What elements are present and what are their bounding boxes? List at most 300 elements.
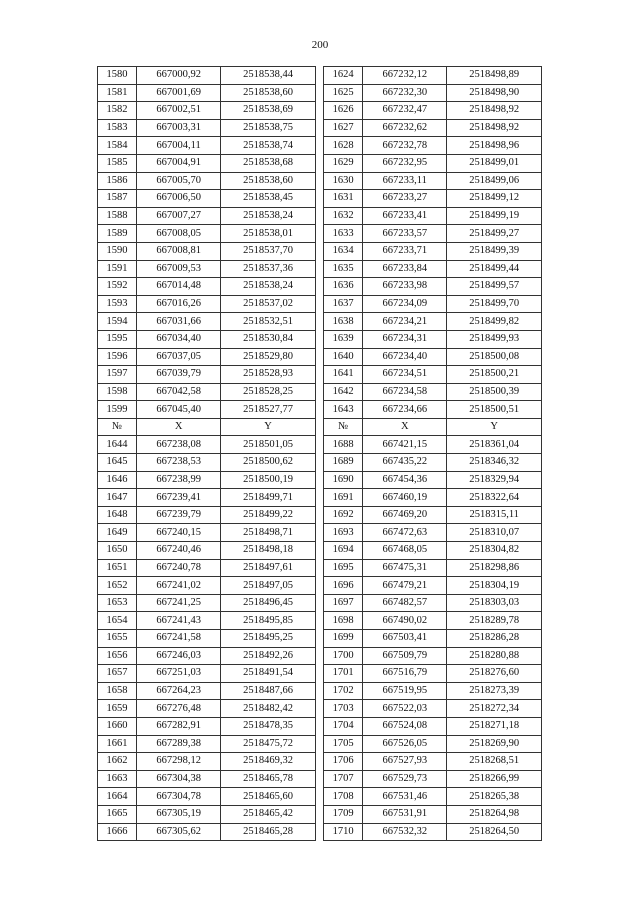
table-header-row [98, 418, 542, 436]
header-num: № [324, 418, 363, 436]
table-row [98, 612, 542, 630]
point-number-cell: 1688 [324, 436, 363, 454]
column-gap [315, 823, 323, 841]
x-coordinate-cell: 667251,03 [137, 665, 221, 683]
point-number-cell: 1707 [324, 770, 363, 788]
x-coordinate-cell: 667233,98 [363, 278, 447, 296]
y-coordinate-cell: 2518500,08 [447, 348, 542, 366]
point-number-cell: 1660 [98, 717, 137, 735]
point-number-cell: 1585 [98, 154, 137, 172]
x-coordinate-cell: 667232,78 [363, 137, 447, 155]
point-number-cell: 1592 [98, 278, 137, 296]
point-number-cell: 1624 [324, 67, 363, 85]
table-row [98, 84, 542, 102]
table-row [98, 330, 542, 348]
x-coordinate-cell: 667232,47 [363, 102, 447, 120]
point-number-cell: 1689 [324, 454, 363, 472]
x-coordinate-cell: 667240,78 [137, 559, 221, 577]
table-row [98, 489, 542, 507]
x-coordinate-cell: 667238,08 [137, 436, 221, 454]
table-row [98, 207, 542, 225]
x-coordinate-cell: 667503,41 [363, 630, 447, 648]
y-coordinate-cell: 2518361,04 [447, 436, 542, 454]
point-number-cell: 1704 [324, 717, 363, 735]
column-gap [315, 682, 323, 700]
x-coordinate-cell: 667435,22 [363, 454, 447, 472]
x-coordinate-cell: 667007,27 [137, 207, 221, 225]
point-number-cell: 1637 [324, 295, 363, 313]
header-y: Y [221, 418, 316, 436]
y-coordinate-cell: 2518264,98 [447, 805, 542, 823]
point-number-cell: 1692 [324, 506, 363, 524]
point-number-cell: 1659 [98, 700, 137, 718]
x-coordinate-cell: 667241,58 [137, 630, 221, 648]
table-row [98, 542, 542, 560]
y-coordinate-cell: 2518265,38 [447, 788, 542, 806]
table-row [98, 313, 542, 331]
y-coordinate-cell: 2518271,18 [447, 717, 542, 735]
point-number-cell: 1598 [98, 383, 137, 401]
y-coordinate-cell: 2518497,61 [221, 559, 316, 577]
y-coordinate-cell: 2518487,66 [221, 682, 316, 700]
x-coordinate-cell: 667238,99 [137, 471, 221, 489]
table-row [98, 102, 542, 120]
point-number-cell: 1597 [98, 366, 137, 384]
point-number-cell: 1631 [324, 190, 363, 208]
point-number-cell: 1635 [324, 260, 363, 278]
column-gap [315, 753, 323, 771]
table-row [98, 471, 542, 489]
y-coordinate-cell: 2518500,51 [447, 401, 542, 419]
y-coordinate-cell: 2518537,02 [221, 295, 316, 313]
column-gap [315, 348, 323, 366]
x-coordinate-cell: 667298,12 [137, 753, 221, 771]
y-coordinate-cell: 2518266,99 [447, 770, 542, 788]
point-number-cell: 1697 [324, 594, 363, 612]
y-coordinate-cell: 2518538,60 [221, 172, 316, 190]
y-coordinate-cell: 2518264,50 [447, 823, 542, 841]
column-gap [315, 330, 323, 348]
column-gap [315, 647, 323, 665]
y-coordinate-cell: 2518289,78 [447, 612, 542, 630]
column-gap [315, 313, 323, 331]
table-row [98, 454, 542, 472]
x-coordinate-cell: 667014,48 [137, 278, 221, 296]
point-number-cell: 1641 [324, 366, 363, 384]
y-coordinate-cell: 2518529,80 [221, 348, 316, 366]
x-coordinate-cell: 667305,62 [137, 823, 221, 841]
y-coordinate-cell: 2518538,74 [221, 137, 316, 155]
y-coordinate-cell: 2518304,19 [447, 577, 542, 595]
header-num: № [98, 418, 137, 436]
x-coordinate-cell: 667509,79 [363, 647, 447, 665]
column-gap [315, 418, 323, 436]
x-coordinate-cell: 667282,91 [137, 717, 221, 735]
x-coordinate-cell: 667238,53 [137, 454, 221, 472]
y-coordinate-cell: 2518530,84 [221, 330, 316, 348]
y-coordinate-cell: 2518465,60 [221, 788, 316, 806]
point-number-cell: 1587 [98, 190, 137, 208]
y-coordinate-cell: 2518269,90 [447, 735, 542, 753]
table-row [98, 383, 542, 401]
point-number-cell: 1657 [98, 665, 137, 683]
x-coordinate-cell: 667000,92 [137, 67, 221, 85]
y-coordinate-cell: 2518273,39 [447, 682, 542, 700]
point-number-cell: 1662 [98, 753, 137, 771]
y-coordinate-cell: 2518537,36 [221, 260, 316, 278]
column-gap [315, 154, 323, 172]
column-gap [315, 612, 323, 630]
x-coordinate-cell: 667531,91 [363, 805, 447, 823]
point-number-cell: 1654 [98, 612, 137, 630]
x-coordinate-cell: 667482,57 [363, 594, 447, 612]
y-coordinate-cell: 2518272,34 [447, 700, 542, 718]
y-coordinate-cell: 2518276,60 [447, 665, 542, 683]
x-coordinate-cell: 667001,69 [137, 84, 221, 102]
y-coordinate-cell: 2518499,82 [447, 313, 542, 331]
table-row [98, 366, 542, 384]
y-coordinate-cell: 2518538,44 [221, 67, 316, 85]
table-row [98, 788, 542, 806]
column-gap [315, 735, 323, 753]
column-gap [315, 242, 323, 260]
point-number-cell: 1625 [324, 84, 363, 102]
point-number-cell: 1643 [324, 401, 363, 419]
y-coordinate-cell: 2518498,96 [447, 137, 542, 155]
column-gap [315, 260, 323, 278]
y-coordinate-cell: 2518498,71 [221, 524, 316, 542]
point-number-cell: 1665 [98, 805, 137, 823]
y-coordinate-cell: 2518499,93 [447, 330, 542, 348]
x-coordinate-cell: 667531,46 [363, 788, 447, 806]
point-number-cell: 1698 [324, 612, 363, 630]
table-row [98, 401, 542, 419]
y-coordinate-cell: 2518495,85 [221, 612, 316, 630]
x-coordinate-cell: 667234,51 [363, 366, 447, 384]
y-coordinate-cell: 2518465,78 [221, 770, 316, 788]
x-coordinate-cell: 667009,53 [137, 260, 221, 278]
y-coordinate-cell: 2518475,72 [221, 735, 316, 753]
y-coordinate-cell: 2518499,22 [221, 506, 316, 524]
column-gap [315, 577, 323, 595]
point-number-cell: 1627 [324, 119, 363, 137]
point-number-cell: 1691 [324, 489, 363, 507]
table-row [98, 172, 542, 190]
point-number-cell: 1580 [98, 67, 137, 85]
x-coordinate-cell: 667241,43 [137, 612, 221, 630]
x-coordinate-cell: 667008,05 [137, 225, 221, 243]
y-coordinate-cell: 2518499,12 [447, 190, 542, 208]
column-gap [315, 524, 323, 542]
table-row [98, 823, 542, 841]
point-number-cell: 1703 [324, 700, 363, 718]
y-coordinate-cell: 2518500,19 [221, 471, 316, 489]
table-row [98, 225, 542, 243]
column-gap [315, 295, 323, 313]
x-coordinate-cell: 667233,57 [363, 225, 447, 243]
x-coordinate-cell: 667240,15 [137, 524, 221, 542]
column-gap [315, 542, 323, 560]
y-coordinate-cell: 2518482,42 [221, 700, 316, 718]
x-coordinate-cell: 667233,27 [363, 190, 447, 208]
y-coordinate-cell: 2518303,03 [447, 594, 542, 612]
point-number-cell: 1650 [98, 542, 137, 560]
table-row [98, 770, 542, 788]
y-coordinate-cell: 2518532,51 [221, 313, 316, 331]
x-coordinate-cell: 667264,23 [137, 682, 221, 700]
y-coordinate-cell: 2518527,77 [221, 401, 316, 419]
x-coordinate-cell: 667522,03 [363, 700, 447, 718]
x-coordinate-cell: 667034,40 [137, 330, 221, 348]
column-gap [315, 401, 323, 419]
y-coordinate-cell: 2518498,89 [447, 67, 542, 85]
table-row [98, 278, 542, 296]
x-coordinate-cell: 667234,31 [363, 330, 447, 348]
table-row [98, 630, 542, 648]
y-coordinate-cell: 2518492,26 [221, 647, 316, 665]
x-coordinate-cell: 667233,11 [363, 172, 447, 190]
point-number-cell: 1595 [98, 330, 137, 348]
point-number-cell: 1630 [324, 172, 363, 190]
table-row [98, 753, 542, 771]
table-row [98, 67, 542, 85]
x-coordinate-cell: 667421,15 [363, 436, 447, 454]
y-coordinate-cell: 2518499,27 [447, 225, 542, 243]
point-number-cell: 1709 [324, 805, 363, 823]
table-row [98, 260, 542, 278]
y-coordinate-cell: 2518495,25 [221, 630, 316, 648]
x-coordinate-cell: 667479,21 [363, 577, 447, 595]
column-gap [315, 665, 323, 683]
column-gap [315, 172, 323, 190]
y-coordinate-cell: 2518499,06 [447, 172, 542, 190]
column-gap [315, 102, 323, 120]
y-coordinate-cell: 2518499,19 [447, 207, 542, 225]
point-number-cell: 1710 [324, 823, 363, 841]
point-number-cell: 1632 [324, 207, 363, 225]
point-number-cell: 1581 [98, 84, 137, 102]
x-coordinate-cell: 667454,36 [363, 471, 447, 489]
point-number-cell: 1658 [98, 682, 137, 700]
table-row [98, 682, 542, 700]
y-coordinate-cell: 2518538,69 [221, 102, 316, 120]
y-coordinate-cell: 2518538,68 [221, 154, 316, 172]
table-row [98, 137, 542, 155]
x-coordinate-cell: 667304,78 [137, 788, 221, 806]
point-number-cell: 1636 [324, 278, 363, 296]
point-number-cell: 1694 [324, 542, 363, 560]
x-coordinate-cell: 667234,09 [363, 295, 447, 313]
point-number-cell: 1642 [324, 383, 363, 401]
y-coordinate-cell: 2518469,32 [221, 753, 316, 771]
point-number-cell: 1696 [324, 577, 363, 595]
page-number: 200 [311, 39, 329, 51]
x-coordinate-cell: 667472,63 [363, 524, 447, 542]
x-coordinate-cell: 667529,73 [363, 770, 447, 788]
y-coordinate-cell: 2518500,39 [447, 383, 542, 401]
x-coordinate-cell: 667460,19 [363, 489, 447, 507]
y-coordinate-cell: 2518538,24 [221, 278, 316, 296]
y-coordinate-cell: 2518298,86 [447, 559, 542, 577]
x-coordinate-cell: 667234,21 [363, 313, 447, 331]
point-number-cell: 1656 [98, 647, 137, 665]
x-coordinate-cell: 667002,51 [137, 102, 221, 120]
x-coordinate-cell: 667233,84 [363, 260, 447, 278]
x-coordinate-cell: 667042,58 [137, 383, 221, 401]
y-coordinate-cell: 2518346,32 [447, 454, 542, 472]
table-row [98, 665, 542, 683]
y-coordinate-cell: 2518498,92 [447, 102, 542, 120]
x-coordinate-cell: 667037,05 [137, 348, 221, 366]
column-gap [315, 225, 323, 243]
x-coordinate-cell: 667289,38 [137, 735, 221, 753]
x-coordinate-cell: 667004,91 [137, 154, 221, 172]
y-coordinate-cell: 2518538,01 [221, 225, 316, 243]
y-coordinate-cell: 2518498,92 [447, 119, 542, 137]
table-row [98, 524, 542, 542]
column-gap [315, 207, 323, 225]
table-row [98, 154, 542, 172]
y-coordinate-cell: 2518528,25 [221, 383, 316, 401]
header-x: X [137, 418, 221, 436]
y-coordinate-cell: 2518268,51 [447, 753, 542, 771]
point-number-cell: 1699 [324, 630, 363, 648]
y-coordinate-cell: 2518499,44 [447, 260, 542, 278]
y-coordinate-cell: 2518499,39 [447, 242, 542, 260]
column-gap [315, 506, 323, 524]
y-coordinate-cell: 2518499,01 [447, 154, 542, 172]
y-coordinate-cell: 2518538,24 [221, 207, 316, 225]
point-number-cell: 1626 [324, 102, 363, 120]
coordinates-table [97, 66, 542, 841]
point-number-cell: 1693 [324, 524, 363, 542]
y-coordinate-cell: 2518500,62 [221, 454, 316, 472]
point-number-cell: 1649 [98, 524, 137, 542]
point-number-cell: 1583 [98, 119, 137, 137]
table-row [98, 717, 542, 735]
point-number-cell: 1586 [98, 172, 137, 190]
x-coordinate-cell: 667003,31 [137, 119, 221, 137]
point-number-cell: 1639 [324, 330, 363, 348]
y-coordinate-cell: 2518501,05 [221, 436, 316, 454]
x-coordinate-cell: 667246,03 [137, 647, 221, 665]
x-coordinate-cell: 667016,26 [137, 295, 221, 313]
point-number-cell: 1661 [98, 735, 137, 753]
y-coordinate-cell: 2518280,88 [447, 647, 542, 665]
x-coordinate-cell: 667008,81 [137, 242, 221, 260]
x-coordinate-cell: 667519,95 [363, 682, 447, 700]
column-gap [315, 454, 323, 472]
x-coordinate-cell: 667006,50 [137, 190, 221, 208]
point-number-cell: 1596 [98, 348, 137, 366]
point-number-cell: 1644 [98, 436, 137, 454]
point-number-cell: 1640 [324, 348, 363, 366]
point-number-cell: 1652 [98, 577, 137, 595]
table-row [98, 436, 542, 454]
point-number-cell: 1582 [98, 102, 137, 120]
point-number-cell: 1708 [324, 788, 363, 806]
x-coordinate-cell: 667233,41 [363, 207, 447, 225]
x-coordinate-cell: 667305,19 [137, 805, 221, 823]
column-gap [315, 471, 323, 489]
y-coordinate-cell: 2518498,90 [447, 84, 542, 102]
point-number-cell: 1594 [98, 313, 137, 331]
x-coordinate-cell: 667241,02 [137, 577, 221, 595]
column-gap [315, 489, 323, 507]
x-coordinate-cell: 667232,30 [363, 84, 447, 102]
table-row [98, 700, 542, 718]
y-coordinate-cell: 2518499,57 [447, 278, 542, 296]
column-gap [315, 84, 323, 102]
y-coordinate-cell: 2518315,11 [447, 506, 542, 524]
column-gap [315, 770, 323, 788]
x-coordinate-cell: 667526,05 [363, 735, 447, 753]
column-gap [315, 630, 323, 648]
column-gap [315, 436, 323, 454]
column-gap [315, 119, 323, 137]
y-coordinate-cell: 2518528,93 [221, 366, 316, 384]
point-number-cell: 1634 [324, 242, 363, 260]
column-gap [315, 67, 323, 85]
x-coordinate-cell: 667232,95 [363, 154, 447, 172]
point-number-cell: 1590 [98, 242, 137, 260]
column-gap [315, 717, 323, 735]
point-number-cell: 1651 [98, 559, 137, 577]
point-number-cell: 1633 [324, 225, 363, 243]
point-number-cell: 1646 [98, 471, 137, 489]
x-coordinate-cell: 667045,40 [137, 401, 221, 419]
header-y: Y [447, 418, 542, 436]
column-gap [315, 594, 323, 612]
y-coordinate-cell: 2518286,28 [447, 630, 542, 648]
point-number-cell: 1653 [98, 594, 137, 612]
x-coordinate-cell: 667527,93 [363, 753, 447, 771]
table-row [98, 805, 542, 823]
x-coordinate-cell: 667468,05 [363, 542, 447, 560]
point-number-cell: 1584 [98, 137, 137, 155]
x-coordinate-cell: 667232,12 [363, 67, 447, 85]
y-coordinate-cell: 2518498,18 [221, 542, 316, 560]
point-number-cell: 1647 [98, 489, 137, 507]
column-gap [315, 700, 323, 718]
point-number-cell: 1599 [98, 401, 137, 419]
y-coordinate-cell: 2518497,05 [221, 577, 316, 595]
column-gap [315, 788, 323, 806]
point-number-cell: 1700 [324, 647, 363, 665]
y-coordinate-cell: 2518499,71 [221, 489, 316, 507]
point-number-cell: 1589 [98, 225, 137, 243]
x-coordinate-cell: 667532,32 [363, 823, 447, 841]
table-row [98, 119, 542, 137]
x-coordinate-cell: 667031,66 [137, 313, 221, 331]
point-number-cell: 1702 [324, 682, 363, 700]
y-coordinate-cell: 2518491,54 [221, 665, 316, 683]
y-coordinate-cell: 2518465,28 [221, 823, 316, 841]
point-number-cell: 1629 [324, 154, 363, 172]
x-coordinate-cell: 667234,58 [363, 383, 447, 401]
x-coordinate-cell: 667234,40 [363, 348, 447, 366]
y-coordinate-cell: 2518304,82 [447, 542, 542, 560]
table-row [98, 348, 542, 366]
y-coordinate-cell: 2518310,07 [447, 524, 542, 542]
table-row [98, 735, 542, 753]
table-row [98, 577, 542, 595]
x-coordinate-cell: 667232,62 [363, 119, 447, 137]
x-coordinate-cell: 667234,66 [363, 401, 447, 419]
column-gap [315, 190, 323, 208]
y-coordinate-cell: 2518329,94 [447, 471, 542, 489]
y-coordinate-cell: 2518478,35 [221, 717, 316, 735]
